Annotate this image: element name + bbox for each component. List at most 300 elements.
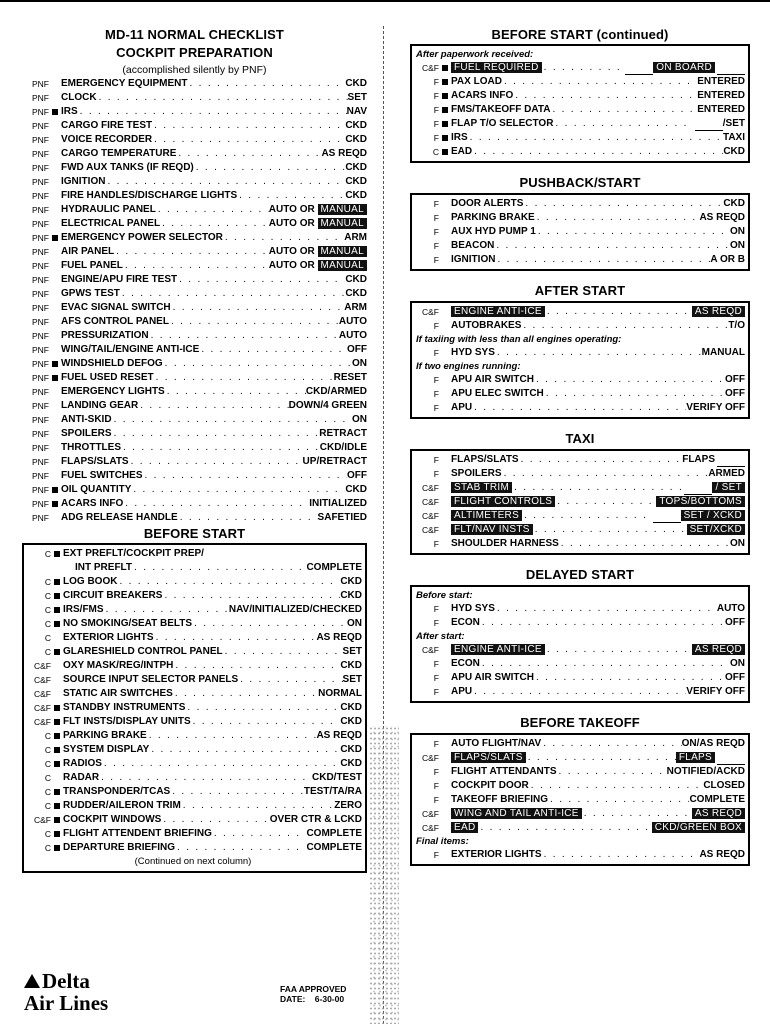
checklist-item: COCKPIT WINDOWS: [63, 814, 162, 825]
checklist-row: [412, 197, 745, 211]
response-text: AS REQD: [699, 849, 745, 860]
leader-dots: [472, 685, 686, 699]
checklist-item: FUEL PANEL: [61, 260, 123, 271]
leader-dots: [156, 203, 269, 217]
highlighted-item: WING AND TAIL ANTI-ICE: [451, 808, 582, 819]
checklist-row: [412, 103, 745, 117]
checklist-row: [22, 511, 367, 525]
checklist-item: INT PREFLT: [75, 562, 133, 573]
checklist-row: [24, 561, 362, 575]
checklist-item: AUTO FLIGHT/NAV: [451, 738, 542, 749]
checklist-response: [652, 821, 745, 835]
leader-dots: [555, 495, 656, 509]
checklist-response: [725, 616, 745, 630]
checklist-item: FMS/TAKEOFF DATA: [451, 104, 551, 115]
checklist-row: [412, 848, 745, 862]
leader-dots: [478, 821, 651, 835]
checklist-response: [321, 147, 367, 161]
checklist-item: EXTERIOR LIGHTS: [63, 632, 154, 643]
bullet-spacer: [52, 319, 58, 325]
checklist-response: [345, 77, 367, 91]
response-text: NAV/INITIALIZED/CHECKED: [228, 604, 362, 615]
checklist-response: [623, 61, 745, 75]
leader-dots: [502, 467, 709, 481]
crew-role: C&F: [422, 497, 439, 507]
checklist-item: SOURCE INPUT SELECTOR PANELS: [63, 674, 239, 685]
checklist-row: [22, 231, 367, 245]
leader-dots: [160, 217, 269, 231]
square-bullet-icon: [54, 831, 60, 837]
bullet-spacer: [442, 391, 448, 397]
checklist-response: [345, 273, 367, 287]
checklist-response: [345, 483, 367, 497]
leader-dots: [112, 413, 352, 427]
response-text: ON: [730, 658, 745, 669]
crew-role: PNF: [32, 107, 49, 117]
condition-note: If two engines running:: [416, 361, 521, 372]
checklist-row: [22, 91, 367, 105]
square-bullet-icon: [54, 733, 60, 739]
highlighted-response: MANUAL: [318, 260, 367, 271]
checklist-row: [24, 645, 362, 659]
highlighted-item: FUEL REQUIRED: [451, 62, 542, 73]
checklist-response: [676, 751, 745, 765]
leader-dots: [138, 399, 288, 413]
checklist-item: [451, 61, 542, 75]
bullet-spacer: [442, 741, 448, 747]
checklist-response: [340, 589, 362, 603]
checklist-response: [656, 495, 745, 509]
response-text: ON: [730, 240, 745, 251]
checklist-item: AUTOBRAKES: [451, 320, 522, 331]
checklist-row: [24, 603, 362, 617]
crew-role: F: [433, 618, 439, 628]
checklist-item: FIRE HANDLES/DISCHARGE LIGHTS: [61, 190, 238, 201]
response-text: AUTO OR: [268, 260, 315, 271]
checklist-item: EAD: [451, 146, 473, 157]
checklist-row: [412, 239, 745, 253]
crew-role: F: [433, 389, 439, 399]
checklist-row: [24, 729, 362, 743]
checklist-response: [723, 197, 745, 211]
response-text: CKD/TEST: [312, 772, 362, 783]
leader-dots: [495, 253, 710, 267]
leader-dots: [169, 315, 339, 329]
response-text: CKD: [340, 744, 362, 755]
checklist-item: EMERGENCY POWER SELECTOR: [61, 232, 223, 243]
bullet-spacer: [52, 151, 58, 157]
response-text: ENTERED: [697, 90, 745, 101]
checklist-row: [412, 737, 745, 751]
square-bullet-icon: [442, 135, 448, 141]
crew-role: C: [44, 633, 51, 643]
checklist-item: THROTTLES: [61, 442, 121, 453]
checklist-row: [22, 329, 367, 343]
leader-dots: [149, 743, 340, 757]
crew-role: F: [433, 119, 439, 129]
checklist-response: [318, 687, 362, 701]
highlighted-item: FLAPS/SLATS: [451, 752, 526, 763]
crew-role: F: [433, 241, 439, 251]
top-rule: [0, 0, 770, 2]
checklist-response: [730, 239, 745, 253]
checklist-item: OIL QUANTITY: [61, 484, 132, 495]
square-bullet-icon: [442, 93, 448, 99]
highlighted-response: AS REQD: [692, 808, 745, 819]
leader-dots: [542, 848, 700, 862]
checklist-row: [22, 441, 367, 455]
bullet-spacer: [52, 445, 58, 451]
crew-role: F: [433, 213, 439, 223]
checklist-item: HYDRAULIC PANEL: [61, 204, 156, 215]
taxi-list: [412, 453, 745, 551]
checklist-row: [24, 673, 362, 687]
checklist-row: [22, 147, 367, 161]
before-takeoff-title: BEFORE TAKEOFF: [520, 715, 640, 730]
bullet-spacer: [442, 783, 448, 789]
response-text: NAV: [346, 106, 367, 117]
checklist-row: [24, 589, 362, 603]
crew-role: F: [433, 105, 439, 115]
bullet-spacer: [52, 417, 58, 423]
checklist-response: [699, 848, 745, 862]
leader-dots: [545, 643, 692, 657]
checklist-response: [345, 119, 367, 133]
crew-role: F: [433, 321, 439, 331]
response-text: CKD: [345, 288, 367, 299]
checklist-row: [24, 715, 362, 729]
bullet-spacer: [442, 257, 448, 263]
checklist-row: [412, 467, 745, 481]
bullet-spacer: [442, 377, 448, 383]
pushback-section: [410, 173, 750, 271]
checklist-response: [347, 469, 367, 483]
checklist-row: [22, 189, 367, 203]
leader-dots: [152, 133, 345, 147]
square-bullet-icon: [52, 501, 58, 507]
checklist-response: [345, 175, 367, 189]
response-text: CKD/IDLE: [319, 442, 367, 453]
response-text: CKD: [340, 758, 362, 769]
checklist-row: [412, 319, 745, 333]
checklist-row: [412, 821, 745, 835]
leader-dots: [541, 737, 681, 751]
crew-role: C&F: [422, 483, 439, 493]
square-bullet-icon: [442, 149, 448, 155]
bullet-spacer: [442, 606, 448, 612]
bullet-spacer: [52, 207, 58, 213]
logo-line-1: Delta: [42, 969, 90, 993]
checklist-row: [412, 765, 745, 779]
checklist-response: [340, 715, 362, 729]
bullet-spacer: [442, 513, 448, 519]
checklist-response: [320, 441, 367, 455]
crew-role: F: [433, 348, 439, 358]
response-text: CKD: [340, 576, 362, 587]
fill-in-blank: [684, 485, 712, 495]
crew-role: C: [44, 829, 51, 839]
crew-role: PNF: [32, 373, 49, 383]
checklist-row: [412, 523, 745, 537]
checklist-row: [412, 346, 745, 360]
response-text: DOWN/4 GREEN: [288, 400, 367, 411]
bullet-spacer: [442, 485, 448, 491]
crew-role: F: [433, 781, 439, 791]
crew-role: F: [433, 199, 439, 209]
response-text: OFF: [725, 374, 745, 385]
checklist-response: [717, 602, 745, 616]
leader-dots: [149, 329, 339, 343]
leader-dots: [495, 602, 717, 616]
crew-role: C&F: [34, 675, 51, 685]
leader-dots: [526, 751, 676, 765]
date-label: DATE:: [280, 994, 306, 1004]
delayed-start-section: [410, 565, 750, 703]
response-text: CKD: [345, 162, 367, 173]
checklist-row: [22, 357, 367, 371]
checklist-response: [667, 765, 745, 779]
leader-dots: [129, 455, 303, 469]
checklist-item: APU AIR SWITCH: [451, 672, 534, 683]
checklist-row: [22, 483, 367, 497]
crew-role: PNF: [32, 247, 49, 257]
response-text: NORMAL: [318, 688, 362, 699]
checklist-row: [412, 117, 745, 131]
checklist-response: [682, 481, 745, 495]
bullet-spacer: [54, 677, 60, 683]
leader-dots: [237, 189, 345, 203]
bullet-spacer: [52, 473, 58, 479]
leader-dots: [535, 211, 700, 225]
condition-note: After start:: [416, 631, 465, 642]
leader-dots: [78, 105, 347, 119]
highlighted-response: AS REQD: [692, 306, 745, 317]
crew-role: PNF: [32, 331, 49, 341]
crew-role: PNF: [32, 205, 49, 215]
leader-dots: [132, 561, 306, 575]
highlighted-response: AS REQD: [692, 644, 745, 655]
leader-dots: [173, 659, 340, 673]
crew-role: F: [433, 91, 439, 101]
checklist-response: [703, 779, 745, 793]
checklist-response: [725, 671, 745, 685]
checklist-item: WING/TAIL/ENGINE ANTI-ICE: [61, 344, 200, 355]
leader-dots: [114, 245, 269, 259]
crew-role: F: [433, 604, 439, 614]
checklist-row: [22, 371, 367, 385]
checklist-response: [318, 511, 367, 525]
checklist-item: ENGINE/APU FIRE TEST: [61, 274, 178, 285]
bullet-spacer: [442, 527, 448, 533]
checklist-row: [22, 119, 367, 133]
response-text: ZERO: [334, 800, 362, 811]
checklist-row: [412, 401, 745, 415]
response-text: OFF: [725, 388, 745, 399]
leader-dots: [123, 497, 309, 511]
leader-dots: [191, 715, 341, 729]
checklist-item: DEPARTURE BRIEFING: [63, 842, 176, 853]
leader-dots: [154, 371, 334, 385]
crew-role: PNF: [32, 387, 49, 397]
square-bullet-icon: [52, 235, 58, 241]
response-text: VERIFY OFF: [686, 402, 745, 413]
highlighted-response: SET / XCKD: [681, 510, 745, 521]
leader-dots: [102, 757, 340, 771]
response-text: CKD: [723, 198, 745, 209]
response-text: CKD: [345, 484, 367, 495]
crew-role: F: [433, 795, 439, 805]
bullet-spacer: [442, 769, 448, 775]
response-text: CKD: [345, 134, 367, 145]
checklist-item: ADG RELEASE HANDLE: [61, 512, 178, 523]
checklist-response: [693, 117, 745, 131]
response-text: ARM: [344, 302, 367, 313]
square-bullet-icon: [54, 593, 60, 599]
leader-dots: [192, 617, 347, 631]
leader-dots: [165, 385, 306, 399]
checklist-item: [451, 523, 533, 537]
checklist-response: [343, 645, 362, 659]
checklist-item: OXY MASK/REG/INTPH: [63, 660, 174, 671]
bullet-spacer: [52, 249, 58, 255]
checklist-response: [345, 189, 367, 203]
crew-role: C&F: [422, 307, 439, 317]
bullet-spacer: [442, 350, 448, 356]
crew-role: PNF: [32, 471, 49, 481]
checklist-item: [451, 509, 522, 523]
crew-role: F: [433, 255, 439, 265]
checklist-item: BEACON: [451, 240, 495, 251]
bullet-spacer: [442, 457, 448, 463]
checklist-row: [22, 455, 367, 469]
checklist-response: [699, 211, 745, 225]
checklist-item: PARKING BRAKE: [63, 730, 147, 741]
response-text: CKD: [340, 660, 362, 671]
leader-dots: [494, 239, 730, 253]
bullet-spacer: [52, 193, 58, 199]
response-text: ON: [730, 538, 745, 549]
leader-dots: [105, 175, 345, 189]
leader-dots: [123, 259, 269, 273]
leader-dots: [468, 131, 723, 145]
checklist-row: [412, 685, 745, 699]
response-text: ON/AS REQD: [681, 738, 745, 749]
crew-role: F: [433, 455, 439, 465]
checklist-response: [692, 305, 745, 319]
approval-date: [280, 994, 346, 1004]
right-column: [410, 26, 750, 866]
bullet-spacer: [54, 635, 60, 641]
checklist-item: SYSTEM DISPLAY: [63, 744, 150, 755]
checklist-response: [340, 757, 362, 771]
bullet-spacer: [442, 471, 448, 477]
checklist-item: PARKING BRAKE: [451, 212, 535, 223]
leader-dots: [533, 523, 687, 537]
square-bullet-icon: [54, 579, 60, 585]
leader-dots: [522, 509, 651, 523]
response-text: OFF: [347, 344, 367, 355]
leader-dots: [97, 91, 348, 105]
checklist-row: [24, 631, 362, 645]
response-text: NOTIFIED/ACKD: [666, 766, 745, 777]
approved-label: FAA APPROVED: [280, 984, 347, 994]
checklist-item: FUEL USED RESET: [61, 372, 154, 383]
response-text: INITIALIZED: [309, 498, 367, 509]
checklist-response: [689, 793, 745, 807]
crew-role: C&F: [422, 511, 439, 521]
leader-dots: [472, 401, 686, 415]
checklist-response: [334, 371, 367, 385]
left-column: [22, 26, 367, 873]
checklist-row: [22, 315, 367, 329]
crew-role: C&F: [422, 753, 439, 763]
checklist-row: [22, 245, 367, 259]
leader-dots: [161, 813, 269, 827]
highlighted-item: ALTIMETERS: [451, 510, 522, 521]
square-bullet-icon: [54, 747, 60, 753]
leader-dots: [495, 346, 702, 360]
crew-role: PNF: [32, 317, 49, 327]
checklist-item: IRS: [451, 132, 468, 143]
leader-dots: [177, 273, 345, 287]
bullet-spacer: [52, 95, 58, 101]
response-text: CKD: [340, 702, 362, 713]
square-bullet-icon: [54, 845, 60, 851]
checklist-item: RADAR: [63, 772, 100, 783]
leader-dots: [178, 511, 318, 525]
crew-role: C&F: [422, 525, 439, 535]
checklist-item: FLAPS/SLATS: [451, 454, 519, 465]
leader-dots: [152, 119, 345, 133]
after-start-section: [410, 281, 750, 419]
crew-role: C&F: [34, 661, 51, 671]
bullet-spacer: [442, 405, 448, 411]
square-bullet-icon: [54, 719, 60, 725]
checklist-item: FLT INSTS/DISPLAY UNITS: [63, 716, 191, 727]
response-text: A OR B: [710, 254, 745, 265]
crew-role: PNF: [32, 219, 49, 229]
checklist-row: [412, 305, 745, 319]
crew-role: C: [44, 787, 51, 797]
checklist-row: [412, 481, 745, 495]
highlighted-response: MANUAL: [318, 204, 367, 215]
square-bullet-icon: [54, 803, 60, 809]
checklist-response: [725, 387, 745, 401]
checklist-response: [348, 91, 367, 105]
checklist-response: [316, 631, 362, 645]
response-text: CLOSED: [703, 780, 745, 791]
leader-dots: [557, 765, 667, 779]
response-text: AUTO OR: [268, 246, 315, 257]
leader-dots: [545, 305, 692, 319]
response-text: COMPLETE: [689, 794, 745, 805]
square-bullet-icon: [52, 109, 58, 115]
checklist-response: [269, 259, 367, 273]
checklist-response: [229, 603, 362, 617]
checklist-row: [412, 225, 745, 239]
checklist-row: [22, 105, 367, 119]
highlighted-response: FLAPS: [676, 752, 715, 763]
checklist-item: [451, 821, 478, 835]
checklist-response: [730, 657, 745, 671]
checklist-item: IRS: [61, 106, 78, 117]
response-text: RESET: [333, 372, 367, 383]
checklist-row: [22, 287, 367, 301]
checklist-item: EXT PREFLT/COCKPIT PREP/: [63, 548, 204, 559]
checklist-item: IGNITION: [451, 254, 496, 265]
checklist-row: [412, 495, 745, 509]
response-text: UP/RETRACT: [302, 456, 367, 467]
